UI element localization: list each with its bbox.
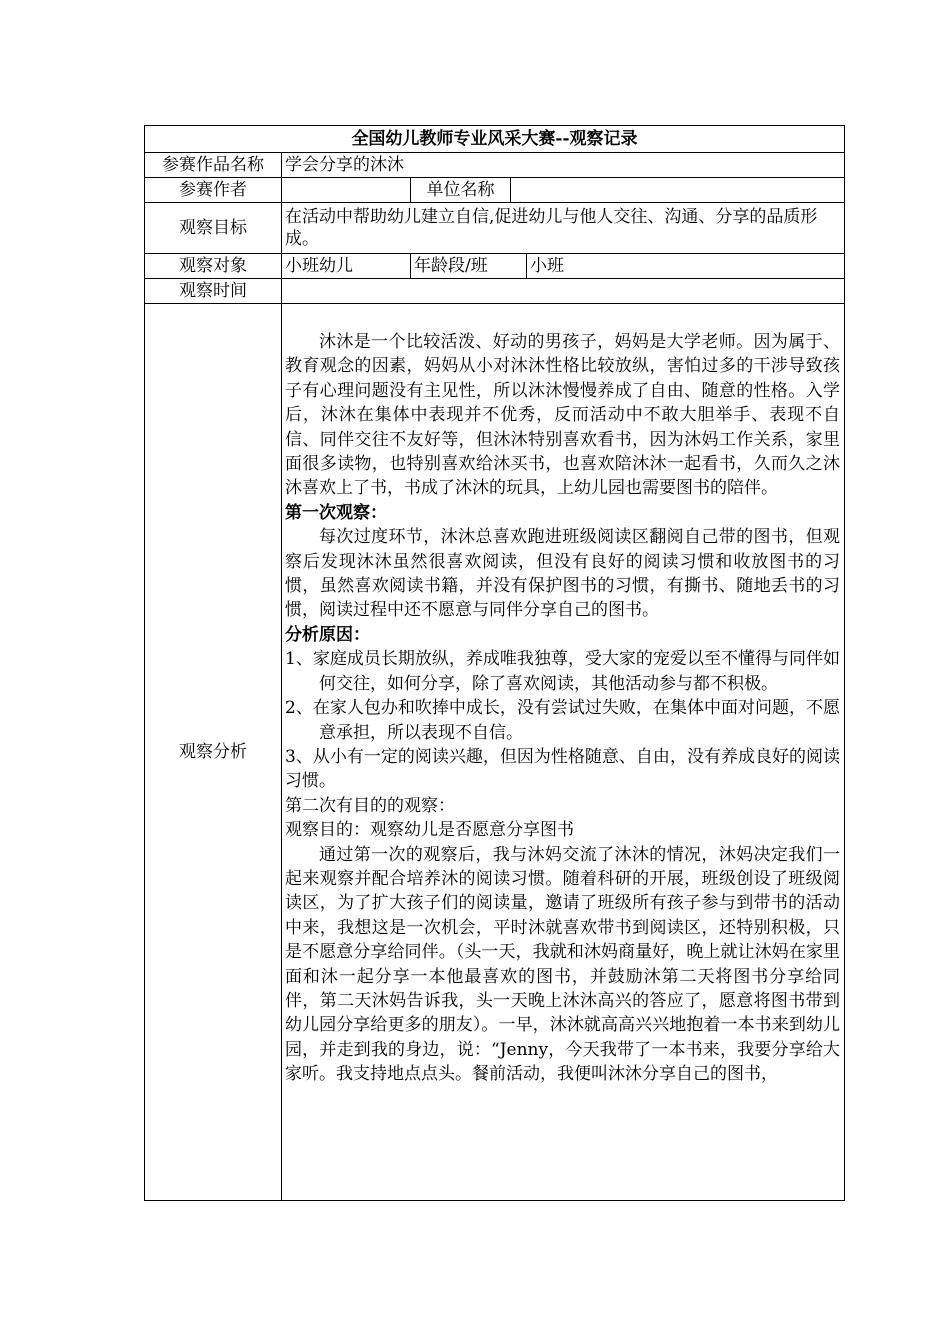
work-name-label: 参赛作品名称 [145,153,282,178]
reason-item-1: 1、家庭成员长期放纵，养成唯我独尊，受大家的宠爱以至不懂得与同伴如何交往，如何分享，除了喜欢阅读，其他活动参与都不积极。 [285,649,840,694]
grade-value: 小班 [527,254,845,279]
subject-label: 观察对象 [145,254,282,279]
second-observation-purpose: 观察目的：观察幼儿是否愿意分享图书 [285,820,574,841]
second-observation-text: 通过第一次的观察后，我与沐妈交流了沐沐的情况，沐妈决定我们一起来观察并配合培养沐的阅读习惯。随着科研的开展，班级创设了班级阅读区，为了扩大孩子们的阅读量，邀请了班级所有孩子参与到带书的活动中来，我想这是一次机会，平时沐就喜欢带书到阅读区，还特别积极，只是不愿意分享给同伴。（头一天，我就和沐妈商量好，晚上就让沐妈在家里面和沐一起分享一本他最喜欢的图书，并鼓励沐第二天将图书分享给同伴，第二天沐妈告诉我，头一天晚上沐沐高兴的答应了，愿意将图书带到幼儿园分享给更多的朋友）。一早，沐沐就高高兴兴地抱着一本书来到幼儿园，并走到我的身边，说：“Jenny，今天我带了一本书来，我要分享给大家听。我支持地点点头。餐前活动，我便叫沐沐分享自己的图书， [285,844,840,1085]
subject-value: 小班幼儿 [282,254,411,279]
analysis-content [282,304,845,1201]
reason-item-3: 3、从小有一定的阅读兴趣，但因为性格随意、自由，没有养成良好的阅读习惯。 [285,746,840,792]
first-observation-heading: 第一次观察： [285,502,387,523]
grade-label: 年龄段/班 [411,254,527,279]
analysis-intro: 沐沐是一个比较活泼、好动的男孩子，妈妈是大学老师。因为属于、教育观念的因素，妈妈从小对沐沐性格比较放纵，害怕过多的干涉导致孩子有心理问题没有主见性，所以沐沐慢慢养成了自由、随意的性格。入学后，沐沐在集体中表现并不优秀，反而活动中不敢大胆举手、表现不自信、同伴交往不友好等，但沐沐特别喜欢看书，因为沐妈工作关系，家里面很多读物，也特别喜欢给沐买书，也喜欢陪沐沐一起看书，久而久之沐沐喜欢上了书，书成了沐沐的玩具，上幼儿园也需要图书的陪伴。 [285,332,840,499]
goal-value: 在活动中帮助幼儿建立自信,促进幼儿与他人交往、沟通、分享的品质形成。 [282,203,845,254]
author-label: 参赛作者 [145,178,282,203]
time-label: 观察时间 [145,279,282,304]
goal-label: 观察目标 [145,203,282,254]
second-observation-heading: 第二次有目的的观察： [285,795,455,816]
observation-record-table [144,125,845,1201]
author-value [282,178,411,203]
work-name-value: 学会分享的沐沐 [282,153,845,178]
unit-value [511,178,845,203]
time-value [282,279,845,304]
table-title: 全国幼儿教师专业风采大赛--观察记录 [145,126,845,153]
reason-heading: 分析原因： [285,624,370,645]
analysis-label: 观察分析 [145,304,282,1201]
reason-item-2: 2、在家人包办和吹捧中成长，没有尝试过失败，在集体中面对问题，不愿意承担，所以表现不自信。 [285,698,840,743]
first-observation-text: 每次过度环节，沐沐总喜欢跑进班级阅读区翻阅自己带的图书，但观察后发现沐沐虽然很喜欢阅读，但没有良好的阅读习惯和收放图书的习惯，虽然喜欢阅读书籍，并没有保护图书的习惯，有撕书、随地丢书的习惯，阅读过程中还不愿意与同伴分享自己的图书。 [285,527,840,621]
unit-label: 单位名称 [411,178,511,203]
